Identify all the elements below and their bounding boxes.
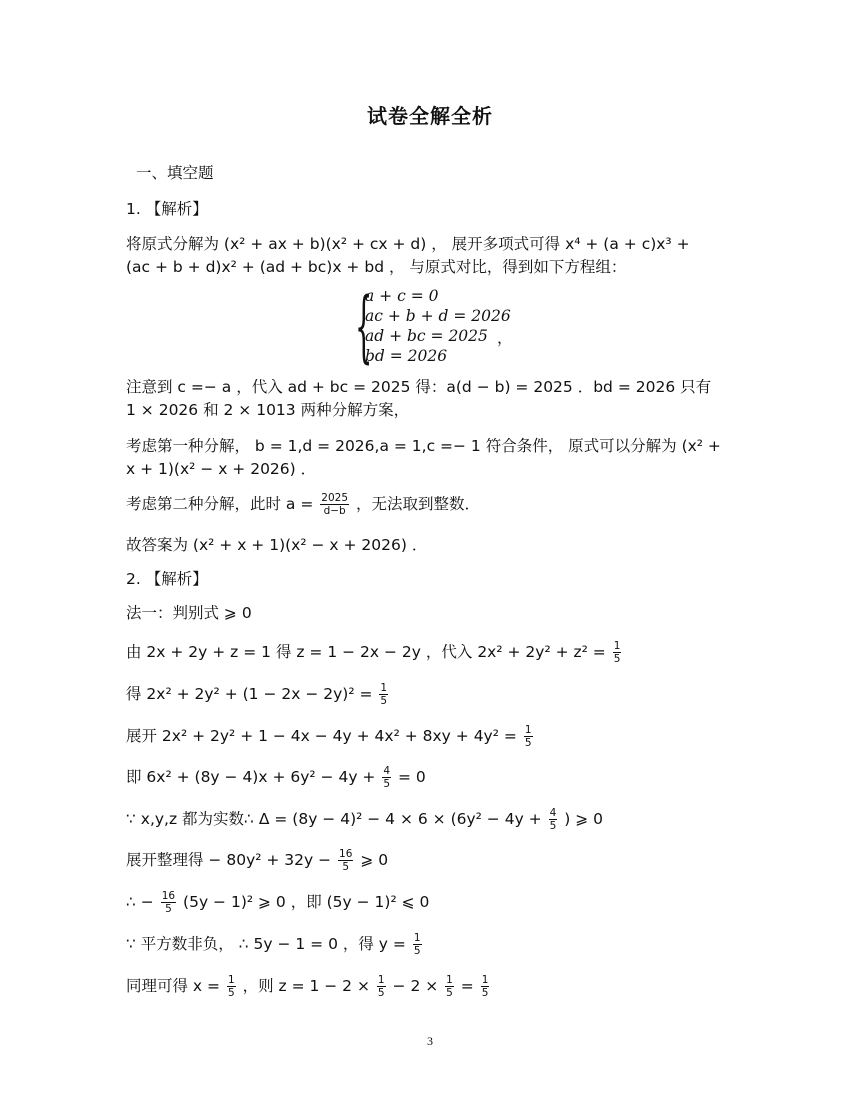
fraction-four-fifths <box>549 807 558 832</box>
page-number: 3 <box>427 1034 433 1048</box>
fraction-one-fifth <box>377 974 386 999</box>
q2-line-3 <box>126 682 390 707</box>
q2-line-10-mid: ，则 z = 1 − 2 × <box>242 977 370 995</box>
q2-line-10-mid2: − 2 × <box>392 977 439 995</box>
fraction-one-fifth <box>445 974 454 999</box>
q1-line-4: 1 × 2026 和 2 × 1013 两种分解方案， <box>126 401 410 419</box>
denominator: 5 <box>413 945 421 957</box>
q1-answer-line: 故答案为 (x² + x + 1)(x² − x + 2026) ． <box>126 536 428 554</box>
denominator: 5 <box>380 695 388 707</box>
q2-line-6-tail: ) ⩾ 0 <box>564 810 603 828</box>
q2-line-10 <box>126 974 491 999</box>
denominator: 5 <box>165 903 172 915</box>
equation-4: bd = 2026 <box>365 347 448 365</box>
numerator: 1 <box>380 682 388 694</box>
fraction-one-fifth <box>613 640 622 665</box>
q2-line-5 <box>126 765 426 790</box>
equation-comma: ， <box>497 329 513 347</box>
fraction-one-fifth <box>413 932 422 957</box>
denominator: 5 <box>613 653 621 665</box>
q1-line-3: 注意到 c =− a ，代入 ad + bc = 2025 得：a(d − b) = 2025 ．bd = 2026 只有 <box>126 378 712 396</box>
q1-line-1: 将原式分解为 (x² + ax + b)(x² + cx + d) ， 展开多项式可得 x⁴ + (a + c)x³ + <box>126 235 690 253</box>
denominator: 5 <box>446 987 453 999</box>
fraction-one-fifth <box>227 974 236 999</box>
numerator: 1 <box>413 932 421 944</box>
q1-line-7-text: 考虑第二种分解，此时 a = <box>126 495 314 513</box>
fraction-numerator: 2025 <box>321 492 349 504</box>
numerator: 1 <box>524 724 532 736</box>
denominator: 5 <box>383 778 391 790</box>
q1-line-5: 考虑第一种分解， b = 1,d = 2026,a = 1,c =− 1 符合条件， 原式可以分解为 (x² + <box>126 437 721 455</box>
q2-line-9-text: ∵ 平方数非负， ∴ 5y − 1 = 0 ，得 y = <box>126 935 406 953</box>
left-brace: { <box>355 282 373 372</box>
equation-1: a + c = 0 <box>365 287 439 305</box>
q2-line-10-eq: = <box>460 977 474 995</box>
equation-3: ad + bc = 2025 <box>365 327 488 345</box>
q2-method-1: 法一：判别式 ⩾ 0 <box>126 604 252 622</box>
q1-line-7-tail: ，无法取到整数． <box>355 495 480 513</box>
fraction-sixteen-fifths <box>161 890 176 915</box>
numerator: 4 <box>383 765 391 777</box>
fraction-one-fifth <box>481 974 490 999</box>
q2-line-5-tail: = 0 <box>397 768 426 786</box>
q2-line-4 <box>126 724 535 749</box>
q2-line-4-text: 展开 2x² + 2y² + 1 − 4x − 4y + 4x² + 8xy + 4y² = <box>126 727 517 745</box>
equation-2: ac + b + d = 2026 <box>365 307 511 325</box>
q2-line-7 <box>126 848 388 873</box>
denominator: 5 <box>549 820 557 832</box>
q2-line-3-text: 得 2x² + 2y² + (1 − 2x − 2y)² = <box>126 685 373 703</box>
numerator: 1 <box>446 974 453 986</box>
q2-line-7-text: 展开整理得 − 80y² + 32y − <box>126 851 332 869</box>
fraction-sixteen-fifths <box>338 848 353 873</box>
q2-line-8 <box>126 890 429 915</box>
q1-line-2: (ac + b + d)x² + (ad + bc)x + bd ， 与原式对比，得到如下方程组： <box>126 258 627 276</box>
fraction-one-fifth <box>524 724 533 749</box>
q2-line-6-text: ∵ x,y,z 都为实数∴ Δ = (8y − 4)² − 4 × 6 × (6y² − 4y + <box>126 810 542 828</box>
denominator: 5 <box>377 987 385 999</box>
denominator: 5 <box>524 737 532 749</box>
q2-line-8-tail: (5y − 1)² ⩾ 0 ，即 (5y − 1)² ⩽ 0 <box>183 893 430 911</box>
numerator: 16 <box>339 848 353 860</box>
numerator: 1 <box>481 974 489 986</box>
denominator: 5 <box>342 861 350 873</box>
q2-line-9 <box>126 932 424 957</box>
numerator: 1 <box>377 974 385 986</box>
q2-line-2 <box>126 640 623 665</box>
denominator: 5 <box>227 987 235 999</box>
question-1-heading: 1. 【解析】 <box>126 200 208 218</box>
q1-line-7 <box>126 492 480 517</box>
section-heading: 一、填空题 <box>136 164 214 182</box>
fraction-four-fifths <box>382 765 391 790</box>
q2-line-10-text: 同理可得 x = <box>126 977 221 995</box>
numerator: 1 <box>613 640 621 652</box>
denominator: 5 <box>481 987 489 999</box>
numerator: 1 <box>227 974 235 986</box>
page-title: 试卷全解全析 <box>367 104 493 128</box>
fraction-one-fifth <box>379 682 388 707</box>
fraction-2025-over-d-minus-b <box>320 492 349 517</box>
q2-line-2-text: 由 2x + 2y + z = 1 得 z = 1 − 2x − 2y ，代入 2x² + 2y² + z² = <box>126 643 606 661</box>
q2-line-6 <box>126 807 603 832</box>
numerator: 4 <box>549 807 557 819</box>
numerator: 16 <box>161 890 176 902</box>
q2-line-8-text: ∴ − <box>126 893 154 911</box>
question-2-heading: 2. 【解析】 <box>126 570 208 588</box>
q1-line-6: x + 1)(x² − x + 2026) ． <box>126 460 317 478</box>
q2-line-7-tail: ⩾ 0 <box>360 851 389 869</box>
fraction-denominator: d−b <box>323 505 346 517</box>
q2-line-5-text: 即 6x² + (8y − 4)x + 6y² − 4y + <box>126 768 376 786</box>
